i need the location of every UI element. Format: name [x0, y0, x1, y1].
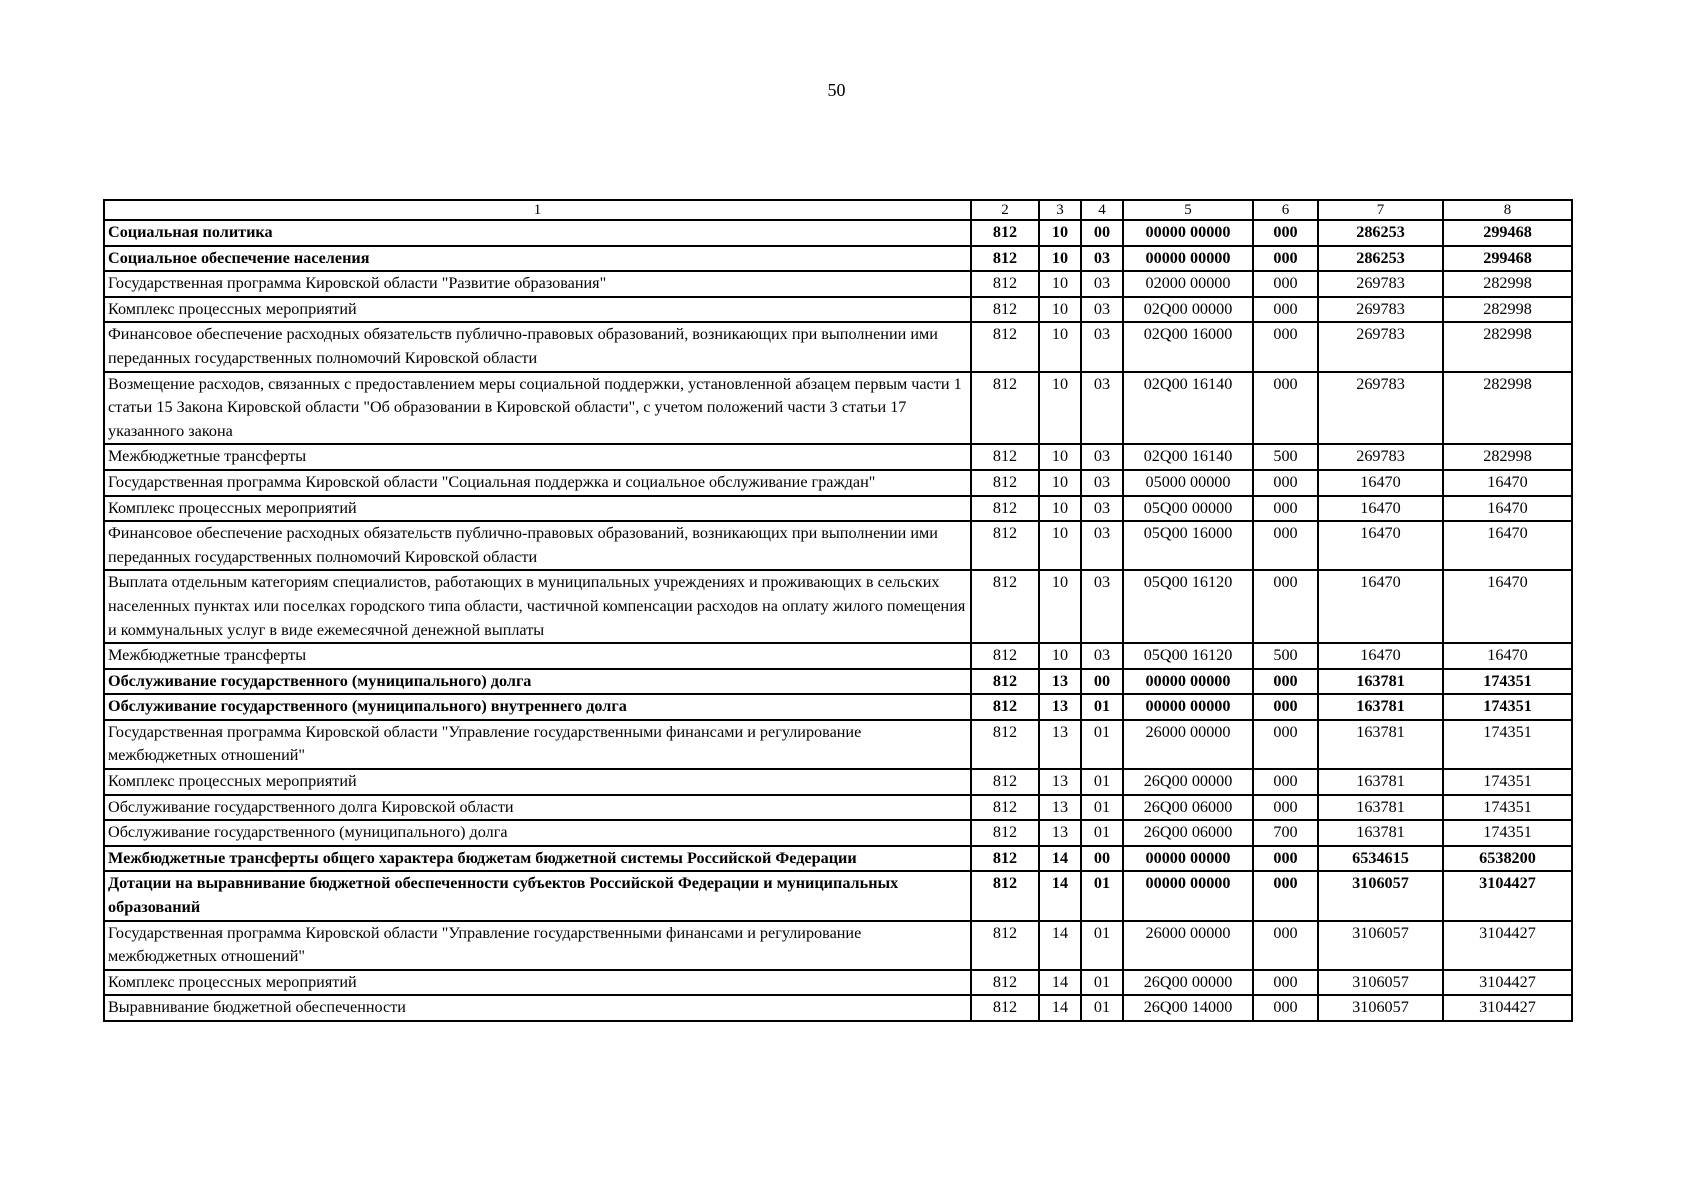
section-code-cell: 10 — [1039, 444, 1081, 470]
section-code-cell: 13 — [1039, 795, 1081, 821]
amount-year2-cell: 282998 — [1443, 322, 1572, 371]
admin-code-cell: 812 — [971, 521, 1039, 570]
subsection-code-cell: 00 — [1081, 669, 1123, 695]
expense-type-code-cell: 700 — [1253, 820, 1318, 846]
amount-year1-cell: 163781 — [1318, 720, 1443, 769]
amount-year2-cell: 174351 — [1443, 820, 1572, 846]
amount-year2-cell: 282998 — [1443, 271, 1572, 297]
amount-year2-cell: 299468 — [1443, 220, 1572, 246]
table-row — [104, 521, 1572, 570]
expense-type-code-cell: 500 — [1253, 444, 1318, 470]
table-row — [104, 694, 1572, 720]
table-row — [104, 297, 1572, 323]
amount-year2-cell: 174351 — [1443, 720, 1572, 769]
table-header-row — [104, 200, 1572, 220]
table-row — [104, 322, 1572, 371]
amount-year1-cell: 3106057 — [1318, 970, 1443, 996]
amount-year1-cell: 269783 — [1318, 444, 1443, 470]
table-row — [104, 995, 1572, 1021]
table-row — [104, 643, 1572, 669]
expense-type-code-cell: 000 — [1253, 871, 1318, 920]
amount-year2-cell: 174351 — [1443, 669, 1572, 695]
expense-type-code-cell: 000 — [1253, 769, 1318, 795]
subsection-code-cell: 00 — [1081, 846, 1123, 872]
amount-year2-cell: 282998 — [1443, 297, 1572, 323]
subsection-code-cell: 00 — [1081, 220, 1123, 246]
table-row — [104, 871, 1572, 920]
target-item-code-cell: 00000 00000 — [1123, 694, 1253, 720]
section-code-cell: 10 — [1039, 496, 1081, 522]
page-number: 50 — [827, 80, 846, 100]
target-item-code-cell: 05000 00000 — [1123, 470, 1253, 496]
admin-code-cell: 812 — [971, 470, 1039, 496]
expense-type-code-cell: 000 — [1253, 470, 1318, 496]
table-row — [104, 570, 1572, 643]
row-name-cell: Комплекс процессных мероприятий — [104, 769, 971, 795]
row-name-cell: Обслуживание государственного (муниципального) внутреннего долга — [104, 694, 971, 720]
expense-type-code-cell: 000 — [1253, 846, 1318, 872]
admin-code-cell: 812 — [971, 871, 1039, 920]
subsection-code-cell: 01 — [1081, 720, 1123, 769]
subsection-code-cell: 01 — [1081, 769, 1123, 795]
subsection-code-cell: 03 — [1081, 643, 1123, 669]
row-name-cell: Возмещение расходов, связанных с предоставлением меры социальной поддержки, установленной абзацем первым части 1 статьи 15 Закона Кировской области "Об образовании в Кировской области", с учетом положений части 3 статьи 17 указанного закона — [104, 372, 971, 445]
admin-code-cell: 812 — [971, 271, 1039, 297]
target-item-code-cell: 05Q00 00000 — [1123, 496, 1253, 522]
row-name-cell: Комплекс процессных мероприятий — [104, 297, 971, 323]
row-name-cell: Обслуживание государственного (муниципального) долга — [104, 669, 971, 695]
row-name-cell: Межбюджетные трансферты общего характера бюджетам бюджетной системы Российской Федерации — [104, 846, 971, 872]
amount-year1-cell: 3106057 — [1318, 871, 1443, 920]
expense-type-code-cell: 000 — [1253, 271, 1318, 297]
admin-code-cell: 812 — [971, 669, 1039, 695]
expense-type-code-cell: 000 — [1253, 220, 1318, 246]
amount-year1-cell: 16470 — [1318, 570, 1443, 643]
table-row — [104, 769, 1572, 795]
section-code-cell: 10 — [1039, 470, 1081, 496]
target-item-code-cell: 26Q00 00000 — [1123, 769, 1253, 795]
column-header: 5 — [1123, 200, 1253, 220]
admin-code-cell: 812 — [971, 444, 1039, 470]
admin-code-cell: 812 — [971, 795, 1039, 821]
target-item-code-cell: 00000 00000 — [1123, 846, 1253, 872]
target-item-code-cell: 26000 00000 — [1123, 720, 1253, 769]
amount-year2-cell: 174351 — [1443, 795, 1572, 821]
section-code-cell: 10 — [1039, 271, 1081, 297]
table-row — [104, 470, 1572, 496]
table-row — [104, 970, 1572, 996]
amount-year2-cell: 174351 — [1443, 769, 1572, 795]
subsection-code-cell: 01 — [1081, 995, 1123, 1021]
admin-code-cell: 812 — [971, 297, 1039, 323]
row-name-cell: Государственная программа Кировской области "Социальная поддержка и социальное обслуживание граждан" — [104, 470, 971, 496]
section-code-cell: 13 — [1039, 769, 1081, 795]
row-name-cell: Обслуживание государственного (муниципального) долга — [104, 820, 971, 846]
row-name-cell: Межбюджетные трансферты — [104, 444, 971, 470]
row-name-cell: Государственная программа Кировской области "Управление государственными финансами и регулирование межбюджетных отношений" — [104, 720, 971, 769]
target-item-code-cell: 05Q00 16120 — [1123, 643, 1253, 669]
admin-code-cell: 812 — [971, 372, 1039, 445]
section-code-cell: 13 — [1039, 669, 1081, 695]
amount-year2-cell: 16470 — [1443, 470, 1572, 496]
amount-year2-cell: 16470 — [1443, 521, 1572, 570]
subsection-code-cell: 01 — [1081, 921, 1123, 970]
table-row — [104, 846, 1572, 872]
row-name-cell: Межбюджетные трансферты — [104, 643, 971, 669]
target-item-code-cell: 00000 00000 — [1123, 220, 1253, 246]
expense-type-code-cell: 500 — [1253, 643, 1318, 669]
amount-year1-cell: 3106057 — [1318, 995, 1443, 1021]
admin-code-cell: 812 — [971, 322, 1039, 371]
expense-type-code-cell: 000 — [1253, 496, 1318, 522]
row-name-cell: Обслуживание государственного долга Кировской области — [104, 795, 971, 821]
section-code-cell: 14 — [1039, 871, 1081, 920]
column-header: 2 — [971, 200, 1039, 220]
table-row — [104, 496, 1572, 522]
section-code-cell: 10 — [1039, 322, 1081, 371]
amount-year1-cell: 163781 — [1318, 694, 1443, 720]
row-name-cell: Выплата отдельным категориям специалистов, работающих в муниципальных учреждениях и проживающих в сельских населенных пунктах или поселках городского типа области, частичной компенсации расходов на оплату жилого помещения и коммунальных услуг в виде ежемесячной денежной выплаты — [104, 570, 971, 643]
expense-type-code-cell: 000 — [1253, 995, 1318, 1021]
expense-type-code-cell: 000 — [1253, 694, 1318, 720]
target-item-code-cell: 02Q00 16140 — [1123, 372, 1253, 445]
row-name-cell: Выравнивание бюджетной обеспеченности — [104, 995, 971, 1021]
subsection-code-cell: 01 — [1081, 871, 1123, 920]
admin-code-cell: 812 — [971, 694, 1039, 720]
section-code-cell: 14 — [1039, 921, 1081, 970]
subsection-code-cell: 03 — [1081, 521, 1123, 570]
subsection-code-cell: 01 — [1081, 820, 1123, 846]
row-name-cell: Государственная программа Кировской области "Развитие образования" — [104, 271, 971, 297]
table-row — [104, 372, 1572, 445]
expense-type-code-cell: 000 — [1253, 669, 1318, 695]
amount-year2-cell: 282998 — [1443, 444, 1572, 470]
admin-code-cell: 812 — [971, 246, 1039, 272]
row-name-cell: Комплекс процессных мероприятий — [104, 496, 971, 522]
admin-code-cell: 812 — [971, 769, 1039, 795]
expense-type-code-cell: 000 — [1253, 322, 1318, 371]
subsection-code-cell: 03 — [1081, 297, 1123, 323]
subsection-code-cell: 03 — [1081, 372, 1123, 445]
subsection-code-cell: 01 — [1081, 970, 1123, 996]
subsection-code-cell: 03 — [1081, 496, 1123, 522]
section-code-cell: 13 — [1039, 820, 1081, 846]
amount-year1-cell: 286253 — [1318, 220, 1443, 246]
admin-code-cell: 812 — [971, 720, 1039, 769]
table-row — [104, 921, 1572, 970]
section-code-cell: 10 — [1039, 220, 1081, 246]
admin-code-cell: 812 — [971, 970, 1039, 996]
table-body — [104, 220, 1572, 1021]
amount-year1-cell: 16470 — [1318, 470, 1443, 496]
admin-code-cell: 812 — [971, 570, 1039, 643]
column-header: 4 — [1081, 200, 1123, 220]
amount-year1-cell: 6534615 — [1318, 846, 1443, 872]
amount-year1-cell: 163781 — [1318, 669, 1443, 695]
table-row — [104, 246, 1572, 272]
section-code-cell: 13 — [1039, 694, 1081, 720]
admin-code-cell: 812 — [971, 220, 1039, 246]
expense-type-code-cell: 000 — [1253, 372, 1318, 445]
column-header: 8 — [1443, 200, 1572, 220]
row-name-cell: Финансовое обеспечение расходных обязательств публично-правовых образований, возникающих при выполнении ими переданных государственных полномочий Кировской области — [104, 521, 971, 570]
admin-code-cell: 812 — [971, 995, 1039, 1021]
table-row — [104, 720, 1572, 769]
row-name-cell: Социальное обеспечение населения — [104, 246, 971, 272]
amount-year2-cell: 16470 — [1443, 496, 1572, 522]
subsection-code-cell: 03 — [1081, 322, 1123, 371]
amount-year2-cell: 3104427 — [1443, 970, 1572, 996]
section-code-cell: 13 — [1039, 720, 1081, 769]
section-code-cell: 14 — [1039, 846, 1081, 872]
amount-year1-cell: 286253 — [1318, 246, 1443, 272]
subsection-code-cell: 01 — [1081, 694, 1123, 720]
subsection-code-cell: 03 — [1081, 246, 1123, 272]
target-item-code-cell: 00000 00000 — [1123, 669, 1253, 695]
expense-type-code-cell: 000 — [1253, 921, 1318, 970]
amount-year2-cell: 174351 — [1443, 694, 1572, 720]
section-code-cell: 10 — [1039, 570, 1081, 643]
column-header: 3 — [1039, 200, 1081, 220]
row-name-cell: Государственная программа Кировской области "Управление государственными финансами и регулирование межбюджетных отношений" — [104, 921, 971, 970]
amount-year2-cell: 16470 — [1443, 643, 1572, 669]
table-row — [104, 820, 1572, 846]
expense-type-code-cell: 000 — [1253, 246, 1318, 272]
target-item-code-cell: 02Q00 16140 — [1123, 444, 1253, 470]
target-item-code-cell: 26Q00 06000 — [1123, 820, 1253, 846]
amount-year1-cell: 3106057 — [1318, 921, 1443, 970]
amount-year1-cell: 16470 — [1318, 521, 1443, 570]
table-row — [104, 669, 1572, 695]
expense-type-code-cell: 000 — [1253, 570, 1318, 643]
table-row — [104, 220, 1572, 246]
target-item-code-cell: 05Q00 16000 — [1123, 521, 1253, 570]
admin-code-cell: 812 — [971, 496, 1039, 522]
table-row — [104, 271, 1572, 297]
target-item-code-cell: 26Q00 00000 — [1123, 970, 1253, 996]
subsection-code-cell: 03 — [1081, 271, 1123, 297]
amount-year2-cell: 3104427 — [1443, 995, 1572, 1021]
expense-type-code-cell: 000 — [1253, 521, 1318, 570]
budget-table — [103, 199, 1573, 1022]
amount-year1-cell: 269783 — [1318, 297, 1443, 323]
amount-year1-cell: 269783 — [1318, 322, 1443, 371]
row-name-cell: Финансовое обеспечение расходных обязательств публично-правовых образований, возникающих при выполнении ими переданных государственных полномочий Кировской области — [104, 322, 971, 371]
column-header: 7 — [1318, 200, 1443, 220]
expense-type-code-cell: 000 — [1253, 795, 1318, 821]
amount-year2-cell: 3104427 — [1443, 871, 1572, 920]
target-item-code-cell: 26Q00 06000 — [1123, 795, 1253, 821]
target-item-code-cell: 02Q00 16000 — [1123, 322, 1253, 371]
target-item-code-cell: 00000 00000 — [1123, 871, 1253, 920]
section-code-cell: 10 — [1039, 521, 1081, 570]
section-code-cell: 14 — [1039, 970, 1081, 996]
amount-year1-cell: 163781 — [1318, 820, 1443, 846]
expense-type-code-cell: 000 — [1253, 297, 1318, 323]
expense-type-code-cell: 000 — [1253, 720, 1318, 769]
amount-year2-cell: 16470 — [1443, 570, 1572, 643]
amount-year2-cell: 299468 — [1443, 246, 1572, 272]
amount-year1-cell: 269783 — [1318, 372, 1443, 445]
column-header: 6 — [1253, 200, 1318, 220]
target-item-code-cell: 02Q00 00000 — [1123, 297, 1253, 323]
section-code-cell: 10 — [1039, 643, 1081, 669]
amount-year2-cell: 6538200 — [1443, 846, 1572, 872]
target-item-code-cell: 02000 00000 — [1123, 271, 1253, 297]
row-name-cell: Дотации на выравнивание бюджетной обеспеченности субъектов Российской Федерации и муниципальных образований — [104, 871, 971, 920]
subsection-code-cell: 03 — [1081, 444, 1123, 470]
table-row — [104, 444, 1572, 470]
expense-type-code-cell: 000 — [1253, 970, 1318, 996]
admin-code-cell: 812 — [971, 820, 1039, 846]
amount-year1-cell: 16470 — [1318, 643, 1443, 669]
amount-year1-cell: 163781 — [1318, 795, 1443, 821]
target-item-code-cell: 05Q00 16120 — [1123, 570, 1253, 643]
subsection-code-cell: 01 — [1081, 795, 1123, 821]
row-name-cell: Комплекс процессных мероприятий — [104, 970, 971, 996]
section-code-cell: 14 — [1039, 995, 1081, 1021]
amount-year1-cell: 16470 — [1318, 496, 1443, 522]
amount-year1-cell: 163781 — [1318, 769, 1443, 795]
section-code-cell: 10 — [1039, 297, 1081, 323]
row-name-cell: Социальная политика — [104, 220, 971, 246]
section-code-cell: 10 — [1039, 372, 1081, 445]
subsection-code-cell: 03 — [1081, 570, 1123, 643]
section-code-cell: 10 — [1039, 246, 1081, 272]
admin-code-cell: 812 — [971, 846, 1039, 872]
amount-year2-cell: 3104427 — [1443, 921, 1572, 970]
target-item-code-cell: 00000 00000 — [1123, 246, 1253, 272]
table-row — [104, 795, 1572, 821]
admin-code-cell: 812 — [971, 921, 1039, 970]
admin-code-cell: 812 — [971, 643, 1039, 669]
column-header: 1 — [104, 200, 971, 220]
target-item-code-cell: 26Q00 14000 — [1123, 995, 1253, 1021]
amount-year2-cell: 282998 — [1443, 372, 1572, 445]
amount-year1-cell: 269783 — [1318, 271, 1443, 297]
target-item-code-cell: 26000 00000 — [1123, 921, 1253, 970]
subsection-code-cell: 03 — [1081, 470, 1123, 496]
